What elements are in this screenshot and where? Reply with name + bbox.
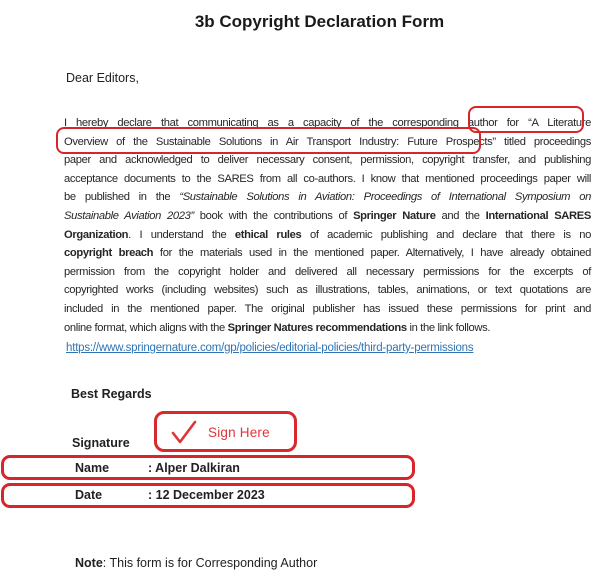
- note-text: : This form is for Corresponding Author: [102, 556, 318, 570]
- sign-here-label: Sign Here: [208, 425, 270, 440]
- paragraph-line: Sustainable Aviation 2023” book with the contributions of Springer Nature and the International SARES: [64, 209, 591, 222]
- paragraph-line: Organization. I understand the ethical rules of academic publishing and declare that there is no: [64, 228, 591, 241]
- page-title: 3b Copyright Declaration Form: [194, 12, 445, 31]
- paragraph-line: be published in the “Sustainable Solutions in Aviation: Proceedings of International Symposium on: [64, 191, 591, 204]
- salutation: Dear Editors,: [66, 71, 139, 85]
- paragraph-line: paper and acknowledged to deliver necessary consent, permission, copyright transfer, and publishing: [64, 154, 591, 167]
- sign-here-box[interactable]: [154, 411, 297, 452]
- paragraph-line: online format, which aligns with the Springer Natures recommendations in the link follows.: [64, 321, 491, 334]
- third-party-permissions-link[interactable]: https://www.springernature.com/gp/policies/editorial-policies/third-party-permissions: [66, 342, 474, 354]
- paragraph-line: acceptance documents to the SARES from all co-authors. I know that mentioned proceedings paper will: [64, 172, 591, 185]
- footer-note: [75, 556, 317, 570]
- paragraph-line: I hereby declare that communicating as a capacity of the corresponding author for “A Literature: [64, 117, 591, 129]
- declaration-paragraph: [64, 114, 591, 337]
- date-label: Date: [75, 488, 103, 502]
- closing-text: Best Regards: [71, 387, 152, 401]
- name-label: Name: [75, 461, 110, 475]
- note-label: Note: [75, 556, 103, 570]
- signature-label: Signature: [72, 436, 130, 450]
- date-value: : 12 December 2023: [148, 488, 265, 502]
- paragraph-line: copyrighted works (including websites) such as illustrations, tables, animations, or text quotations are: [64, 284, 591, 297]
- paragraph-line: included in the mentioned paper. The original publisher has issued these permissions for print and: [64, 302, 591, 315]
- paragraph-line: copyright breach for the materials used in the mentioned paper. Alternatively, I have already obtained: [64, 247, 591, 260]
- name-value: : Alper Dalkiran: [148, 461, 240, 475]
- paragraph-line: permission from the copyright holder and delivered all necessary permissions for the excerpts of: [64, 265, 591, 278]
- paragraph-line: Overview of the Sustainable Solutions in Air Transport Industry: Future Prospects” titled proceedings: [64, 135, 591, 148]
- checkmark-icon: [170, 420, 197, 450]
